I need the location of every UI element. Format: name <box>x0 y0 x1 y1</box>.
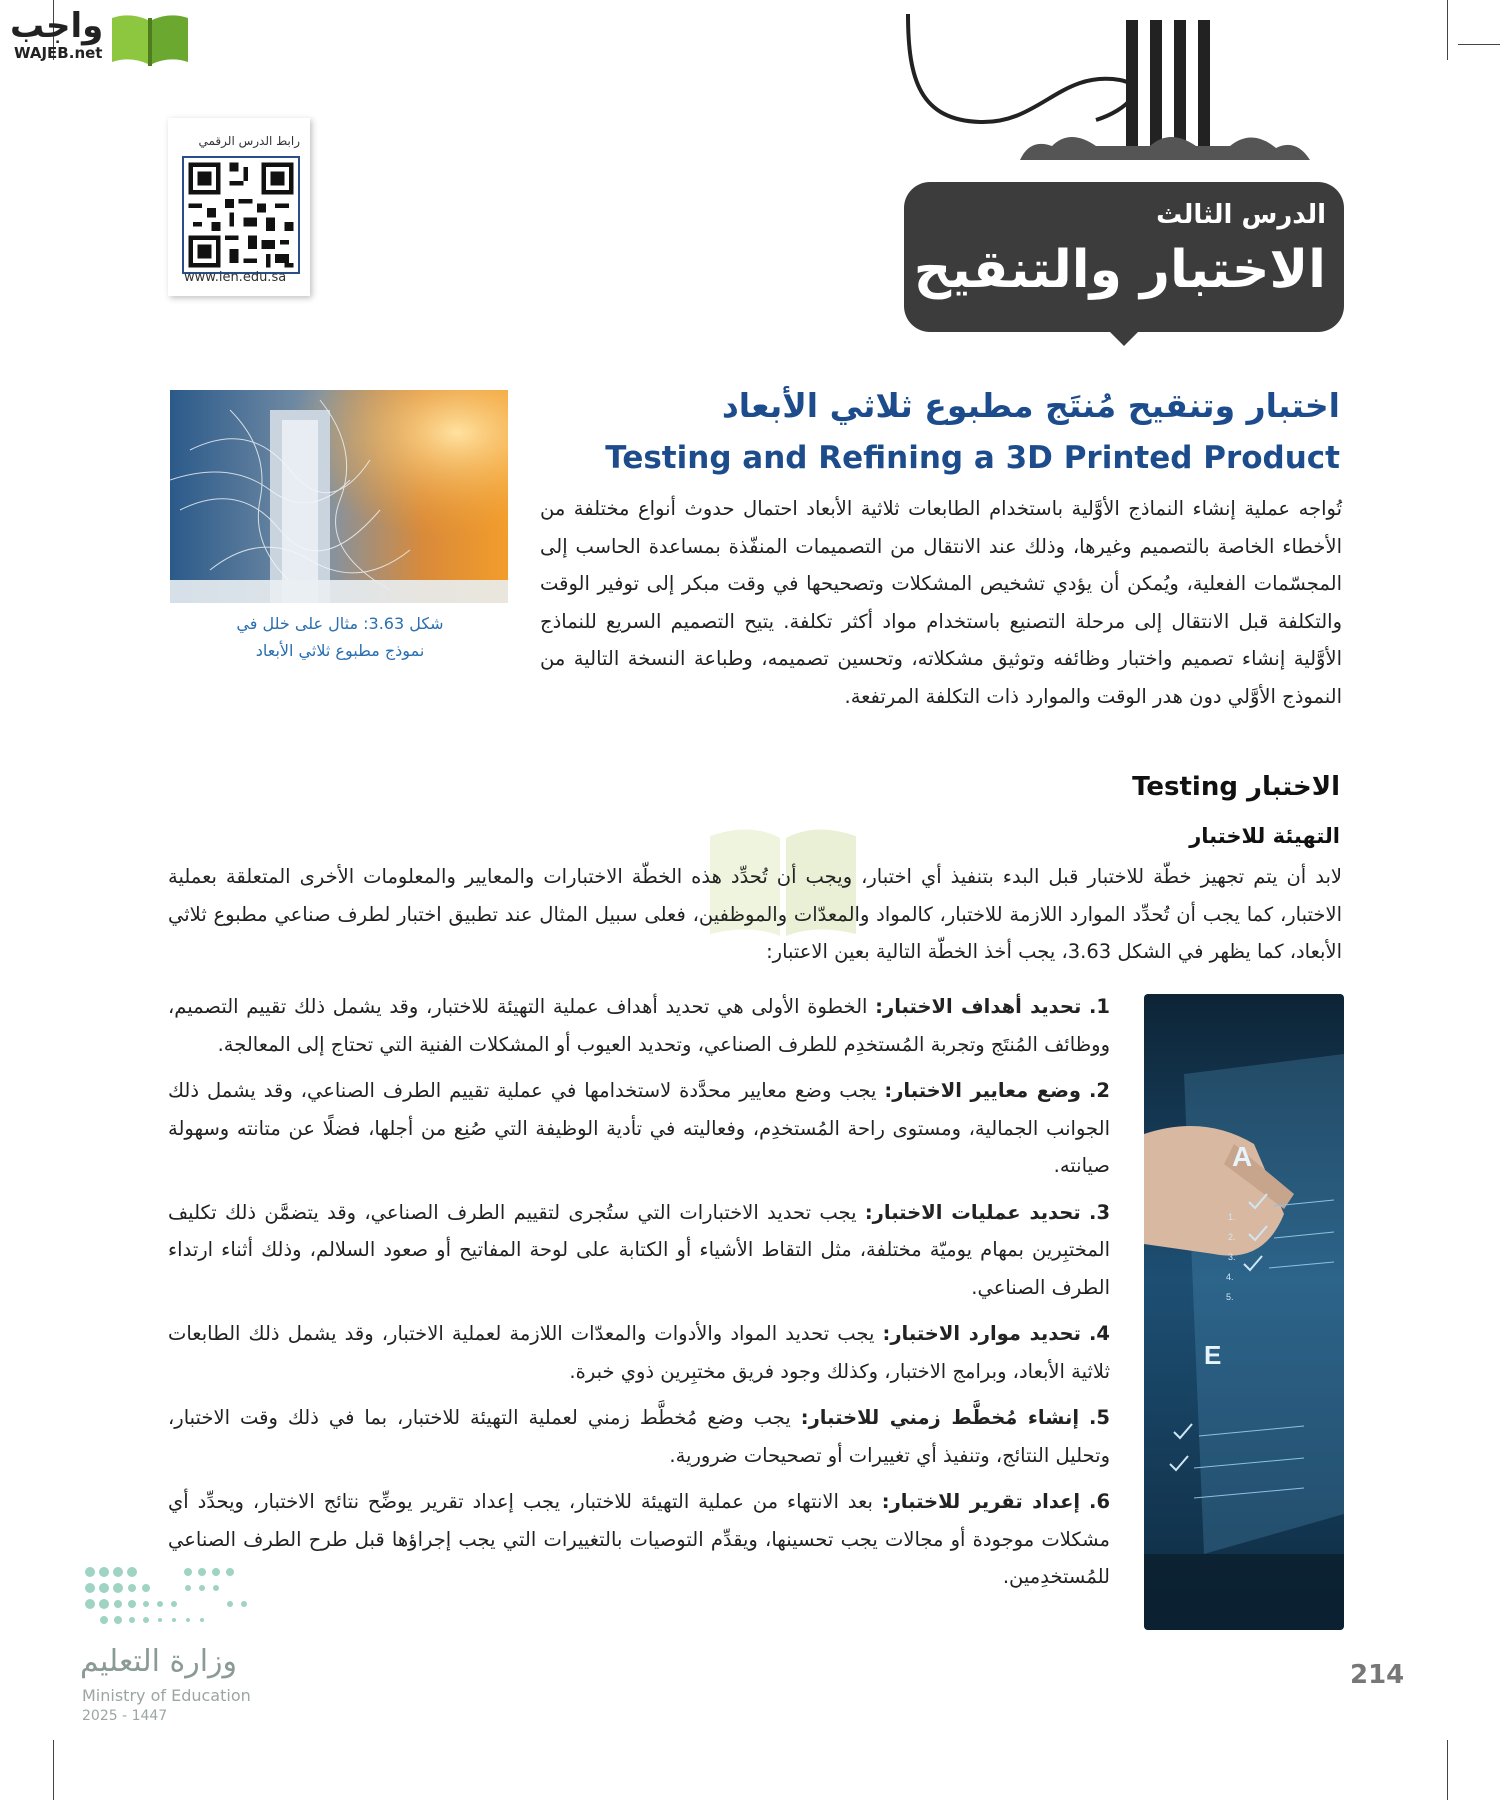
test-plan-list <box>168 988 1110 1605</box>
ministry-year: 2025 - 1447 <box>82 1708 168 1724</box>
qr-label: رابط الدرس الرقمي <box>198 134 300 148</box>
lesson-badge <box>900 10 1348 350</box>
crop-mark <box>1447 0 1448 60</box>
list-item: 3. تحديد عمليات الاختبار: يجب تحديد الاختبارات التي ستُجرى لتقييم الطرف الصناعي، وقد يتضمَّن ذلك تكليف المختبِرين بمهام يوميّة مختلفة، مثل التقاط الأشياء أو الكتابة على لوحة المفاتيح أو صعود السلالم، وذلك أثناء ارتداء الطرف الصناعي. <box>168 1200 1111 1299</box>
intro-paragraph: تُواجه عملية إنشاء النماذج الأوَّلية باستخدام الطابعات ثلاثية الأبعاد احتمال حدوث أنواع مختلفة من الأخطاء الخاصة بالتصميم وغيرها، وذلك عند الانتقال من التصميمات المنفّذة بمساعدة الحاسب إلى المجسّمات الفعلية، ويُمكن أن يؤدي تشخيص المشكلات وتصحيحها في وقت مبكر إلى توفير الوقت والتكلفة قبل الانتقال إلى مرحلة التصنيع باستخدام مواد أكثر تكلفة. يتيح التصميم السريع للنماذج الأوَّلية إنشاء تصميم واختبار وظائفه وتوثيق مشكلاته، وتحسين تصميمه، وطباعة النسخة التالية من النموذج الأوَّلي دون هدر الوقت والموارد ذات التكلفة المرتفعة. <box>540 497 1342 708</box>
ministry-name-ar: وزارة التعليم <box>80 1644 238 1679</box>
logo-text-ar: واجب <box>10 6 104 46</box>
prep-paragraph: لابد أن يتم تجهيز خطّة للاختبار قبل البدء بتنفيذ أي اختبار، ويجب أن تُحدِّد هذه الخطّة الاختبارات والمعايير والمعلومات الأخرى المتعلقة بعملية الاختبار، كما يجب أن تُحدِّد الموارد اللازمة للاختبار، كالمواد والمعدّات والموظفين، فعلى سبيل المثال عند تطبيق اختبار لطرف صناعي مطبوع ثلاثي الأبعاد، كما يظهر في الشكل 3.63، يجب أخذ الخطّة التالية بعين الاعتبار: <box>168 865 1342 963</box>
checklist-label-a: A <box>1232 1141 1253 1172</box>
wajeb-logo[interactable] <box>10 6 188 70</box>
crop-mark <box>1447 1740 1448 1800</box>
lesson-title: الاختبار والتنقيح <box>913 240 1326 300</box>
section-title-en: Testing and Refining a 3D Printed Product <box>605 440 1340 476</box>
list-item: 2. وضع معايير الاختبار: يجب وضع معايير محدَّدة لاستخدامها في عملية تقييم الطرف الصناعي، وقد يشمل ذلك الجوانب الجمالية، ومستوى راحة المُستخدِم، وفعاليته في تأدية الوظيفة التي صُنِع من أجلها، فضلًا عن متانته وسهولة صيانته. <box>168 1079 1110 1177</box>
list-item: 5. إنشاء مُخطَّط زمني للاختبار: يجب وضع مُخطَّط زمني لعملية التهيئة للاختبار، بما في ذلك وقت الاختبار، وتحليل النتائج، وتنفيذ أي تغييرات أو تصحيحات ضرورية. <box>168 1406 1110 1467</box>
crop-mark <box>53 1740 54 1800</box>
book-icon <box>108 10 192 68</box>
checklist-number: 2. <box>1228 1232 1236 1242</box>
checklist-number: 4. <box>1226 1272 1234 1282</box>
3d-print-photo <box>170 390 508 603</box>
checklist-photo <box>1144 994 1344 1630</box>
qr-url[interactable]: www.ien.edu.sa <box>184 270 287 285</box>
section-title-ar: اختبار وتنقيح مُنتَج مطبوع ثلاثي الأبعاد <box>721 386 1340 425</box>
figure-3d-print-image <box>170 390 508 603</box>
lesson-subtitle: الدرس الثالث <box>1156 200 1326 230</box>
checklist-number: 5. <box>1226 1292 1234 1302</box>
checklist-number: 3. <box>1228 1252 1236 1262</box>
figure-caption <box>200 610 480 664</box>
list-item: 1. تحديد أهداف الاختبار: الخطوة الأولى هي تحديد أهداف عملية التهيئة للاختبار، وقد يشمل ذلك تقييم التصميم، ووظائف المُنتَج وتجربة المُستخدِم للطرف الصناعي، وتحديد العيوب أو المشكلات الفنية التي تحتاج إلى المعالجة. <box>168 995 1110 1056</box>
checklist-hand-graphic <box>1144 994 1344 1630</box>
logo-text-en: WAJEB.net <box>14 44 103 62</box>
ministry-dots-icon <box>80 1562 270 1642</box>
ministry-logo <box>80 1562 280 1722</box>
qr-code-icon[interactable] <box>182 156 300 274</box>
ministry-name-en: Ministry of Education <box>82 1686 251 1705</box>
prep-heading: التهيئة للاختبار <box>1189 824 1340 848</box>
page-number: 214 <box>1350 1660 1405 1690</box>
qr-card[interactable] <box>168 118 310 296</box>
checklist-number: 1. <box>1228 1212 1236 1222</box>
crop-mark <box>1458 44 1500 45</box>
figure-caption-line1: شكل 3.63: مثال على خلل في <box>236 614 444 633</box>
list-item: 6. إعداد تقرير للاختبار: بعد الانتهاء من عملية التهيئة للاختبار، يجب إعداد تقرير يوضِّح نتائج الاختبار، ويحدِّد أي مشكلات موجودة أو مجالات يجب تحسينها، ويقدِّم التوصيات بالتغييرات التي يجب إجراؤها قبل طرح الطرف الصناعي للمُستخدِمين. <box>168 1490 1111 1588</box>
checklist-label-e: E <box>1204 1340 1222 1370</box>
testing-heading: الاختبار Testing <box>1132 772 1340 802</box>
figure-caption-line2: نموذج مطبوع ثلاثي الأبعاد <box>255 641 425 660</box>
list-item: 4. تحديد موارد الاختبار: يجب تحديد المواد والأدوات والمعدّات اللازمة لعملية الاختبار، وقد يشمل ذلك الطابعات ثلاثية الأبعاد، وبرامج الاختبار، وكذلك وجود فريق مختبِرين ذوي خبرة. <box>168 1322 1110 1383</box>
